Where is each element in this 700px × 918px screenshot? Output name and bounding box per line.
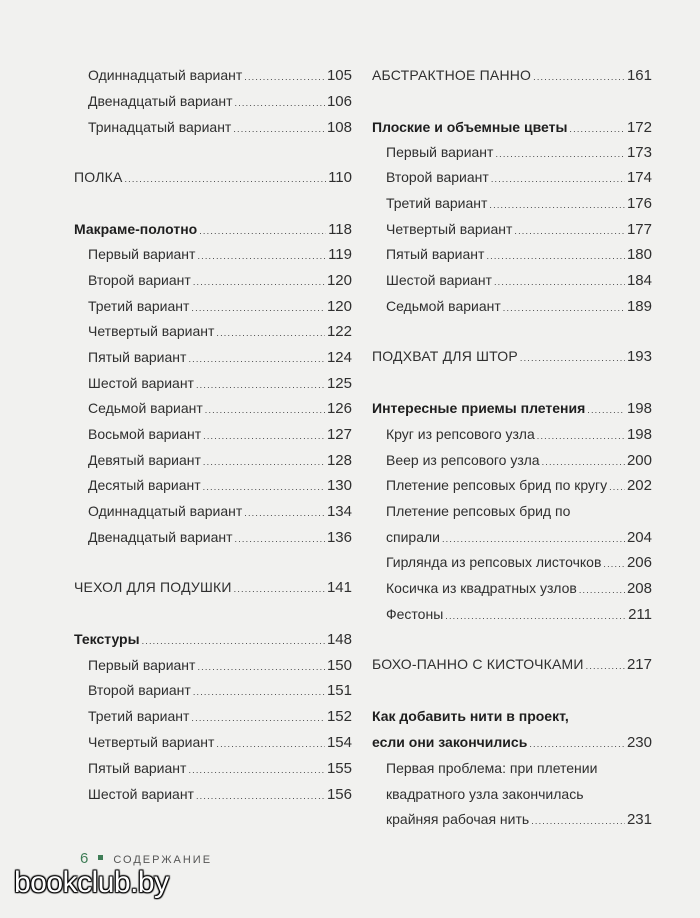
toc-entry-page: 202 — [626, 477, 652, 494]
dot-leader — [234, 580, 325, 598]
dot-leader — [203, 478, 325, 496]
dot-leader — [233, 120, 325, 138]
toc-entry-title: Макраме-полотно — [74, 221, 198, 237]
toc-entry-title: Одиннадцатый вариант — [88, 67, 243, 83]
section-label: СОДЕРЖАНИЕ — [113, 854, 213, 866]
toc-entry — [74, 578, 352, 598]
dot-leader — [489, 196, 625, 214]
dot-leader — [216, 324, 325, 342]
toc-entry-title: Шестой вариант — [88, 375, 194, 391]
toc-entry-title: Интересные приемы плетения — [372, 400, 586, 416]
toc-entry-page: 119 — [328, 246, 352, 263]
toc-entry — [386, 271, 652, 291]
toc-entry — [386, 605, 652, 625]
toc-entry — [386, 553, 652, 573]
toc-entry-page: 148 — [326, 631, 352, 648]
toc-entry-page: 172 — [626, 119, 652, 136]
toc-entry-title: ПОДХВАТ ДЛЯ ШТОР — [372, 348, 518, 364]
toc-entry-page: 173 — [626, 144, 652, 161]
toc-entry-page: 217 — [626, 656, 652, 673]
dot-leader — [235, 530, 325, 548]
toc-entry-page: 193 — [626, 348, 652, 365]
dot-leader — [203, 427, 325, 445]
dot-leader — [494, 273, 625, 291]
toc-entry-title: Четвертый вариант — [88, 734, 215, 750]
dot-leader — [520, 349, 625, 367]
dot-leader — [445, 607, 626, 625]
toc-entry-title: Пятый вариант — [386, 246, 485, 262]
toc-entry — [88, 271, 352, 291]
toc-entry-title: Двенадцатый вариант — [88, 93, 233, 109]
toc-entry-title: Третий вариант — [386, 195, 488, 211]
toc-entry — [88, 297, 352, 317]
toc-entry-page: 230 — [626, 734, 652, 751]
toc-entry-title: Третий вариант — [88, 708, 190, 724]
toc-entry-page: 152 — [326, 708, 352, 725]
toc-entry-title: Десятый вариант — [88, 477, 201, 493]
toc-entry-title: Шестой вариант — [386, 272, 492, 288]
toc-entry-page: 198 — [626, 400, 652, 417]
toc-entry — [372, 118, 652, 138]
toc-entry-page: 128 — [326, 452, 352, 469]
toc-entry-page: 177 — [626, 221, 652, 238]
toc-entry-title: Фестоны — [386, 606, 444, 622]
toc-entry-title: БОХО-ПАННО С КИСТОЧКАМИ — [372, 656, 584, 672]
toc-entry-title: Веер из репсового узла — [386, 452, 540, 468]
toc-entry — [88, 528, 352, 548]
toc-entry-title: Первая проблема: при плетении — [386, 760, 598, 776]
dot-leader — [191, 709, 325, 727]
dot-leader — [491, 170, 625, 188]
toc-entry-title: Плоские и объемные цветы — [372, 119, 568, 135]
toc-entry — [88, 348, 352, 368]
toc-entry-title: ЧЕХОЛ ДЛЯ ПОДУШКИ — [74, 579, 232, 595]
toc-entry-title: Пятый вариант — [88, 760, 187, 776]
toc-entry-page: 155 — [326, 760, 352, 777]
toc-entry — [386, 451, 652, 471]
toc-entry-page: 184 — [626, 272, 652, 289]
dot-leader — [529, 735, 625, 753]
toc-entry — [88, 245, 352, 265]
toc-entry — [386, 220, 652, 240]
toc-entry-title: Седьмой вариант — [386, 298, 501, 314]
dot-leader — [197, 658, 325, 676]
dot-leader — [514, 222, 625, 240]
toc-entry — [386, 528, 652, 548]
toc-entry-page: 189 — [626, 298, 652, 315]
toc-entry-page: 154 — [326, 734, 352, 751]
toc-entry — [88, 399, 352, 419]
dot-leader — [235, 94, 325, 112]
toc-entry-page: 127 — [326, 426, 352, 443]
toc-entry-page: 110 — [328, 169, 352, 186]
dot-leader — [609, 478, 625, 496]
toc-entry — [88, 451, 352, 471]
toc-entry — [372, 733, 652, 753]
toc-entry-title: Как добавить нити в проект, — [372, 708, 569, 724]
dot-leader — [503, 299, 625, 317]
toc-entry-page: 130 — [326, 477, 352, 494]
toc-entry-title: Четвертый вариант — [386, 221, 513, 237]
toc-entry-page: 200 — [626, 452, 652, 469]
toc-entry-page: 120 — [326, 298, 352, 315]
toc-entry-page: 106 — [326, 93, 352, 110]
toc-entry-title: Девятый вариант — [88, 452, 201, 468]
toc-entry-page: 206 — [626, 554, 652, 571]
dot-leader — [196, 787, 325, 805]
toc-entry-title: если они закончились — [372, 734, 528, 750]
toc-entry — [372, 347, 652, 367]
toc-entry — [88, 733, 352, 753]
toc-entry-page: 122 — [326, 323, 352, 340]
toc-entry-title: спирали — [386, 529, 440, 545]
toc-entry-page: 124 — [326, 349, 352, 366]
dot-leader — [205, 401, 325, 419]
toc-entry-page: 134 — [326, 503, 352, 520]
toc-entry-page: 161 — [626, 67, 652, 84]
toc-entry — [88, 92, 352, 112]
toc-entry — [88, 759, 352, 779]
toc-entry — [372, 707, 652, 725]
dot-leader — [495, 145, 625, 163]
toc-entry-title: Пятый вариант — [88, 349, 187, 365]
toc-entry — [88, 707, 352, 727]
dot-leader — [196, 376, 325, 394]
toc-entry — [372, 655, 652, 675]
toc-entry-title: Одиннадцатый вариант — [88, 503, 243, 519]
toc-entry — [372, 66, 652, 86]
toc-entry — [386, 245, 652, 265]
bullet-square-icon — [98, 855, 103, 860]
toc-entry — [386, 143, 652, 163]
dot-leader — [142, 632, 325, 650]
page-number: 6 — [80, 850, 89, 867]
toc-entry — [386, 425, 652, 445]
toc-entry — [74, 220, 352, 240]
dot-leader — [193, 273, 325, 291]
toc-entry — [386, 297, 652, 317]
dot-leader — [199, 222, 326, 240]
toc-entry-title: Круг из репсового узла — [386, 426, 535, 442]
toc-entry-title: Седьмой вариант — [88, 400, 203, 416]
toc-entry — [88, 681, 352, 701]
dot-leader — [569, 120, 625, 138]
dot-leader — [244, 504, 325, 522]
dot-leader — [124, 170, 326, 188]
dot-leader — [244, 68, 325, 86]
toc-entry-page: 136 — [326, 529, 352, 546]
toc-entry-title: Шестой вариант — [88, 786, 194, 802]
toc-entry-page: 198 — [626, 426, 652, 443]
toc-entry-title: ПОЛКА — [74, 169, 123, 185]
toc-entry — [88, 656, 352, 676]
toc-entry-page: 174 — [626, 169, 652, 186]
toc-entry-page: 118 — [328, 221, 352, 238]
dot-leader — [193, 683, 325, 701]
toc-entry-title: Плетение репсовых брид по кругу — [386, 477, 608, 493]
toc-entry-title: Второй вариант — [88, 682, 191, 698]
toc-entry-title: Первый вариант — [88, 657, 196, 673]
toc-entry — [386, 759, 652, 777]
toc-entry-page: 176 — [626, 195, 652, 212]
toc-entry-page: 150 — [326, 657, 352, 674]
dot-leader — [191, 299, 325, 317]
toc-entry-title: крайняя рабочая нить — [386, 811, 530, 827]
toc-entry — [88, 502, 352, 522]
toc-entry — [88, 66, 352, 86]
dot-leader — [486, 247, 625, 265]
dot-leader — [542, 453, 625, 471]
toc-entry-title: Третий вариант — [88, 298, 190, 314]
toc-entry-title: Восьмой вариант — [88, 426, 202, 442]
toc-entry-title: Второй вариант — [88, 272, 191, 288]
toc-entry-title: квадратного узла закончилась — [386, 786, 584, 802]
toc-entry — [88, 476, 352, 496]
toc-entry-page: 211 — [628, 606, 652, 623]
toc-entry-page: 204 — [626, 529, 652, 546]
toc-entry-title: Второй вариант — [386, 169, 489, 185]
toc-entry-page: 156 — [326, 786, 352, 803]
toc-entry-title: Двенадцатый вариант — [88, 529, 233, 545]
watermark-logo: bookclub.by — [14, 866, 169, 899]
toc-entry-title: Косичка из квадратных узлов — [386, 580, 577, 596]
toc-entry-page: 105 — [326, 67, 352, 84]
toc-entry — [88, 374, 352, 394]
toc-entry — [386, 194, 652, 214]
toc-entry — [386, 168, 652, 188]
dot-leader — [188, 350, 325, 368]
toc-entry-page: 180 — [626, 246, 652, 263]
dot-leader — [603, 555, 625, 573]
toc-entry-page: 141 — [326, 579, 352, 596]
toc-entry-page: 125 — [326, 375, 352, 392]
toc-entry-title: Текстуры — [74, 631, 140, 647]
toc-entry-page: 208 — [626, 580, 652, 597]
toc-entry — [372, 399, 652, 419]
toc-entry-title: Первый вариант — [88, 246, 196, 262]
toc-entry — [386, 810, 652, 830]
toc-entry — [74, 630, 352, 650]
toc-entry-title: Гирлянда из репсовых листочков — [386, 554, 602, 570]
dot-leader — [579, 581, 625, 599]
toc-entry-page: 126 — [326, 400, 352, 417]
dot-leader — [203, 453, 325, 471]
dot-leader — [537, 427, 625, 445]
page-footer — [80, 850, 212, 867]
toc-entry — [74, 168, 352, 188]
dot-leader — [586, 657, 625, 675]
toc-entry — [88, 785, 352, 805]
dot-leader — [531, 812, 625, 830]
dot-leader — [587, 401, 625, 419]
toc-entry-title: Плетение репсовых брид по — [386, 503, 571, 519]
toc-entry-page: 108 — [326, 119, 352, 136]
dot-leader — [533, 68, 625, 86]
toc-entry — [386, 502, 652, 520]
dot-leader — [197, 247, 326, 265]
toc-entry — [88, 322, 352, 342]
toc-entry — [386, 785, 652, 803]
dot-leader — [188, 761, 325, 779]
dot-leader — [216, 735, 325, 753]
toc-entry — [88, 425, 352, 445]
toc-entry-title: АБСТРАКТНОЕ ПАННО — [372, 67, 532, 83]
toc-entry-title: Первый вариант — [386, 144, 494, 160]
toc-entry-title: Четвертый вариант — [88, 323, 215, 339]
toc-entry-title: Тринадцатый вариант — [88, 119, 232, 135]
toc-entry — [386, 579, 652, 599]
toc-entry-page: 231 — [626, 811, 652, 828]
dot-leader — [442, 530, 625, 548]
toc-entry — [386, 476, 652, 496]
toc-entry-page: 151 — [326, 682, 352, 699]
toc-entry — [88, 118, 352, 138]
toc-entry-page: 120 — [326, 272, 352, 289]
